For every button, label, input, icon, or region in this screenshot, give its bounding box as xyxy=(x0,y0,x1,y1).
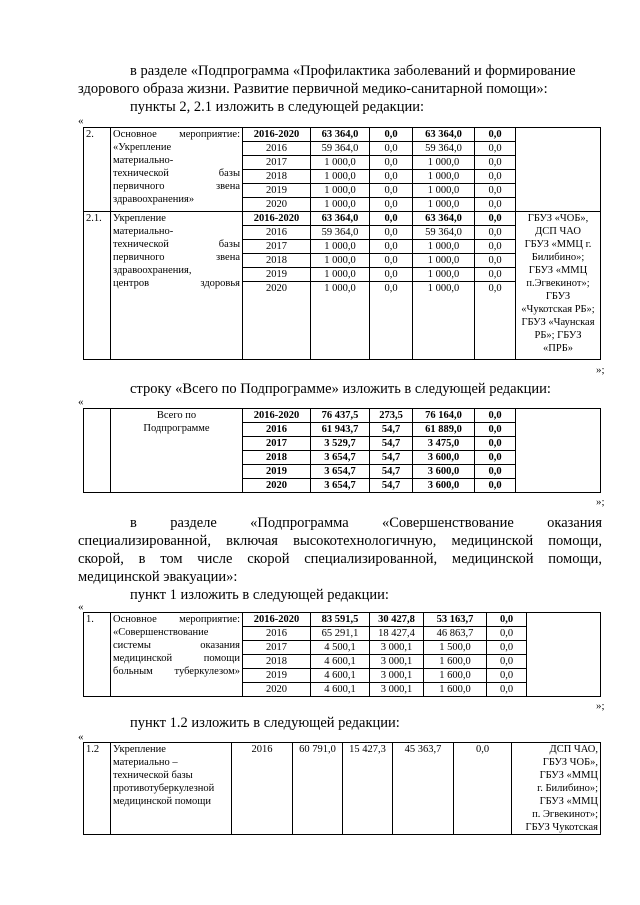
value-cell: 76 437,5 xyxy=(311,409,370,423)
value-cell: 63 364,0 xyxy=(413,212,475,226)
value-cell: 2018 xyxy=(243,451,311,465)
value-cell: 1 000,0 xyxy=(413,240,475,254)
value-cell: 2016-2020 xyxy=(243,409,311,423)
value-cell: 0,0 xyxy=(475,465,516,479)
para3-word: в xyxy=(130,515,137,531)
value-cell: 3 654,7 xyxy=(311,451,370,465)
value-cell: 0,0 xyxy=(475,451,516,465)
para3-line-3: скорой, в том числе скорой специализированной, медицинской помощи, xyxy=(78,551,602,567)
cell-line: ГБУЗ «Чаунская xyxy=(521,317,595,328)
para3-line-5: пункт 1 изложить в следующей редакции: xyxy=(130,587,389,603)
value-cell: 3 654,7 xyxy=(311,479,370,493)
executor-cell xyxy=(527,613,601,697)
intro-line-2: здорового образа жизни. Развитие первичной медико-санитарной помощи»: xyxy=(78,81,548,97)
value-cell: 45 363,7 xyxy=(393,743,454,835)
value-cell: 54,7 xyxy=(370,423,413,437)
value-cell: 3 654,7 xyxy=(311,465,370,479)
table-row xyxy=(84,743,601,835)
table-row xyxy=(84,409,601,423)
value-cell: 0,0 xyxy=(475,268,516,282)
year-cell: 2018 xyxy=(243,170,311,184)
value-cell: 15 427,3 xyxy=(343,743,393,835)
cell-line: здравоохранения» xyxy=(113,194,195,205)
quote-close-3: »; xyxy=(596,700,605,712)
value-cell: 1 600,0 xyxy=(424,683,487,697)
table-2 xyxy=(83,408,601,493)
cell-line: технической базы xyxy=(113,770,193,781)
value-cell: 0,0 xyxy=(370,128,413,142)
cell-line: п. Эгвекинот»; xyxy=(532,809,598,820)
quote-open-2: « xyxy=(78,396,84,408)
cell-line: г. Билибино»; xyxy=(537,783,598,794)
cell-line: ДСП ЧАО xyxy=(535,226,581,237)
cell-line: системы оказания xyxy=(113,640,240,651)
para3-word: оказания xyxy=(547,515,602,531)
cell-line: РБ»; ГБУЗ xyxy=(534,330,582,341)
value-cell: 2016 xyxy=(243,627,311,641)
row-number: 2.1. xyxy=(84,212,111,360)
value-cell: 54,7 xyxy=(370,479,413,493)
value-cell: 76 164,0 xyxy=(413,409,475,423)
cell-line: Билибино»; xyxy=(531,252,585,263)
value-cell: 1 600,0 xyxy=(424,669,487,683)
year-cell: 2019 xyxy=(243,184,311,198)
value-cell: 63 364,0 xyxy=(311,212,370,226)
value-cell: 0,0 xyxy=(370,156,413,170)
cell-line: п.Эгвекинот»; xyxy=(526,278,590,289)
year-cell: 2018 xyxy=(243,254,311,268)
value-cell: 0,0 xyxy=(487,655,527,669)
para3-word: разделе xyxy=(170,515,217,531)
value-cell: 0,0 xyxy=(487,613,527,627)
value-cell: 63 364,0 xyxy=(413,128,475,142)
executor-cell xyxy=(516,212,601,360)
value-cell: 0,0 xyxy=(475,226,516,240)
executor-cell xyxy=(512,743,601,835)
cell-line: Основное мероприятие: xyxy=(113,129,240,140)
value-cell: 2020 xyxy=(243,479,311,493)
table-4 xyxy=(83,742,601,835)
row-description xyxy=(111,613,243,697)
cell-line: Укрепление xyxy=(113,213,166,224)
year-cell: 2016-2020 xyxy=(243,128,311,142)
para3-line-4: медицинской эвакуации»: xyxy=(78,569,238,585)
value-cell: 0,0 xyxy=(475,184,516,198)
year-cell: 2016-2020 xyxy=(243,212,311,226)
value-cell: 59 364,0 xyxy=(413,142,475,156)
paragraph-2: строку «Всего по Подпрограмме» изложить в следующей редакции: xyxy=(130,381,551,397)
cell-line: ДСП ЧАО, xyxy=(549,744,598,755)
value-cell: 0,0 xyxy=(370,240,413,254)
value-cell: 1 000,0 xyxy=(413,170,475,184)
total-label xyxy=(111,409,243,493)
year-cell: 2020 xyxy=(243,282,311,360)
value-cell: 1 000,0 xyxy=(311,170,370,184)
cell-line: больным туберкулезом» xyxy=(113,666,240,677)
year-cell: 2017 xyxy=(243,240,311,254)
value-cell: 1 600,0 xyxy=(424,655,487,669)
cell-line: первичного звена xyxy=(113,181,240,192)
value-cell: 3 600,0 xyxy=(413,451,475,465)
value-cell: 0,0 xyxy=(475,240,516,254)
value-cell: 3 529,7 xyxy=(311,437,370,451)
cell-line: Всего по xyxy=(156,410,197,421)
value-cell: 4 600,1 xyxy=(311,669,370,683)
value-cell: 4 600,1 xyxy=(311,683,370,697)
cell-line: Основное мероприятие: xyxy=(113,614,240,625)
row-number: 1. xyxy=(84,613,111,697)
value-cell: 59 364,0 xyxy=(413,226,475,240)
value-cell: 0,0 xyxy=(475,423,516,437)
cell-line: технической базы xyxy=(113,239,240,250)
value-cell: 2016 xyxy=(243,423,311,437)
row-number: 2. xyxy=(84,128,111,212)
cell-line: медицинской помощи xyxy=(113,796,211,807)
value-cell: 1 000,0 xyxy=(311,268,370,282)
cell-line: «Укрепление xyxy=(113,142,172,153)
value-cell: 0,0 xyxy=(475,198,516,212)
value-cell: 65 291,1 xyxy=(311,627,370,641)
value-cell: 0,0 xyxy=(370,142,413,156)
value-cell: 54,7 xyxy=(370,451,413,465)
cell-line: ГБУЗ Чукотская xyxy=(525,822,598,833)
intro-line-3: пункты 2, 2.1 изложить в следующей редакции: xyxy=(130,99,425,115)
cell-line: технической базы xyxy=(113,168,240,179)
table-1 xyxy=(83,127,601,360)
table-3 xyxy=(83,612,601,697)
value-cell: 2017 xyxy=(243,641,311,655)
value-cell: 59 364,0 xyxy=(311,226,370,240)
quote-open-3: « xyxy=(78,601,84,613)
cell-line: ГБУЗ xyxy=(545,291,571,302)
para3-word: «Совершенствование xyxy=(382,515,514,531)
value-cell: 0,0 xyxy=(370,170,413,184)
paragraph-4: пункт 1.2 изложить в следующей редакции: xyxy=(130,715,400,731)
value-cell: 4 500,1 xyxy=(311,641,370,655)
value-cell: 0,0 xyxy=(487,641,527,655)
executor-cell xyxy=(516,128,601,212)
value-cell: 53 163,7 xyxy=(424,613,487,627)
value-cell: 2020 xyxy=(243,683,311,697)
value-cell: 1 000,0 xyxy=(311,198,370,212)
table-row xyxy=(84,212,601,226)
value-cell: 273,5 xyxy=(370,409,413,423)
cell-line: ГБУЗ «ММЦ xyxy=(539,796,598,807)
value-cell: 2019 xyxy=(243,465,311,479)
cell-line: первичного звена xyxy=(113,252,240,263)
value-cell: 0,0 xyxy=(370,198,413,212)
value-cell: 1 500,0 xyxy=(424,641,487,655)
value-cell: 3 600,0 xyxy=(413,465,475,479)
value-cell: 0,0 xyxy=(475,254,516,268)
value-cell: 0,0 xyxy=(370,268,413,282)
value-cell: 1 000,0 xyxy=(311,254,370,268)
intro-line-1: в разделе «Подпрограмма «Профилактика заболеваний и формирование xyxy=(130,63,576,79)
cell-line: ГБУЗ «ММЦ xyxy=(528,265,588,276)
value-cell: 0,0 xyxy=(487,627,527,641)
cell-line: «Чукотская РБ»; xyxy=(521,304,595,315)
cell-line: медицинской помощи xyxy=(113,653,240,664)
cell-line: Укрепление xyxy=(113,744,166,755)
value-cell: 0,0 xyxy=(487,683,527,697)
cell-line: Подпрограмме xyxy=(143,423,210,434)
value-cell: 0,0 xyxy=(370,254,413,268)
value-cell: 3 600,0 xyxy=(413,479,475,493)
para3-line-2: специализированной, включая высокотехнологичную, медицинской помощи, xyxy=(78,533,602,549)
cell-line: ГБУЗ «ММЦ xyxy=(539,770,598,781)
year-cell: 2019 xyxy=(243,268,311,282)
quote-close-1: »; xyxy=(596,364,605,376)
value-cell: 61 889,0 xyxy=(413,423,475,437)
value-cell: 18 427,4 xyxy=(370,627,424,641)
row-description xyxy=(111,743,232,835)
value-cell: 1 000,0 xyxy=(413,268,475,282)
value-cell: 61 943,7 xyxy=(311,423,370,437)
row-number xyxy=(84,409,111,493)
row-description xyxy=(111,128,243,212)
value-cell: 2017 xyxy=(243,437,311,451)
quote-close-2: »; xyxy=(596,496,605,508)
year-cell: 2016 xyxy=(243,142,311,156)
table-row xyxy=(84,128,601,142)
cell-line: ГБУЗ «ЧОБ», xyxy=(527,213,589,224)
cell-line: центров здоровья xyxy=(113,278,240,289)
value-cell: 0,0 xyxy=(370,184,413,198)
value-cell: 0,0 xyxy=(454,743,512,835)
value-cell: 59 364,0 xyxy=(311,142,370,156)
value-cell: 0,0 xyxy=(475,170,516,184)
year-cell: 2016 xyxy=(243,226,311,240)
value-cell: 54,7 xyxy=(370,437,413,451)
value-cell: 1 000,0 xyxy=(413,198,475,212)
value-cell: 3 000,1 xyxy=(370,641,424,655)
value-cell: 0,0 xyxy=(475,156,516,170)
value-cell: 63 364,0 xyxy=(311,128,370,142)
value-cell: 54,7 xyxy=(370,465,413,479)
quote-open-4: « xyxy=(78,731,84,743)
cell-line: материально – xyxy=(113,757,178,768)
cell-line: здравоохранения, xyxy=(113,265,192,276)
executor-cell xyxy=(516,409,601,493)
value-cell: 3 475,0 xyxy=(413,437,475,451)
value-cell: 1 000,0 xyxy=(311,240,370,254)
value-cell: 0,0 xyxy=(370,212,413,226)
cell-line: материально- xyxy=(113,226,174,237)
value-cell: 30 427,8 xyxy=(370,613,424,627)
value-cell: 1 000,0 xyxy=(413,184,475,198)
value-cell: 0,0 xyxy=(475,437,516,451)
row-number: 1.2 xyxy=(84,743,111,835)
para3-line-1 xyxy=(130,514,602,532)
value-cell: 60 791,0 xyxy=(293,743,343,835)
value-cell: 3 000,1 xyxy=(370,655,424,669)
cell-line: «ПРБ» xyxy=(543,343,573,354)
value-cell: 1 000,0 xyxy=(413,254,475,268)
value-cell: 0,0 xyxy=(475,479,516,493)
value-cell: 4 600,1 xyxy=(311,655,370,669)
value-cell: 2018 xyxy=(243,655,311,669)
row-description xyxy=(111,212,243,360)
cell-line: «Совершенствование xyxy=(113,627,209,638)
value-cell: 1 000,0 xyxy=(311,282,370,360)
value-cell: 0,0 xyxy=(370,226,413,240)
value-cell: 1 000,0 xyxy=(311,184,370,198)
value-cell: 2016-2020 xyxy=(243,613,311,627)
value-cell: 0,0 xyxy=(475,142,516,156)
value-cell: 0,0 xyxy=(475,409,516,423)
table-row xyxy=(84,613,601,627)
cell-line: материально- xyxy=(113,155,174,166)
value-cell: 0,0 xyxy=(475,212,516,226)
value-cell: 1 000,0 xyxy=(413,282,475,360)
year-cell: 2017 xyxy=(243,156,311,170)
value-cell: 0,0 xyxy=(475,282,516,360)
value-cell: 1 000,0 xyxy=(311,156,370,170)
year-cell: 2020 xyxy=(243,198,311,212)
para3-word: «Подпрограмма xyxy=(250,515,349,531)
value-cell: 0,0 xyxy=(487,669,527,683)
value-cell: 0,0 xyxy=(475,128,516,142)
quote-open-1: « xyxy=(78,115,84,127)
value-cell: 0,0 xyxy=(370,282,413,360)
cell-line: противотуберкулезной xyxy=(113,783,215,794)
year-cell: 2016 xyxy=(232,743,293,835)
value-cell: 1 000,0 xyxy=(413,156,475,170)
value-cell: 3 000,1 xyxy=(370,669,424,683)
cell-line: ГБУЗ «ММЦ г. xyxy=(524,239,592,250)
value-cell: 46 863,7 xyxy=(424,627,487,641)
value-cell: 83 591,5 xyxy=(311,613,370,627)
cell-line: ГБУЗ ЧОБ», xyxy=(542,757,598,768)
value-cell: 2019 xyxy=(243,669,311,683)
value-cell: 3 000,1 xyxy=(370,683,424,697)
